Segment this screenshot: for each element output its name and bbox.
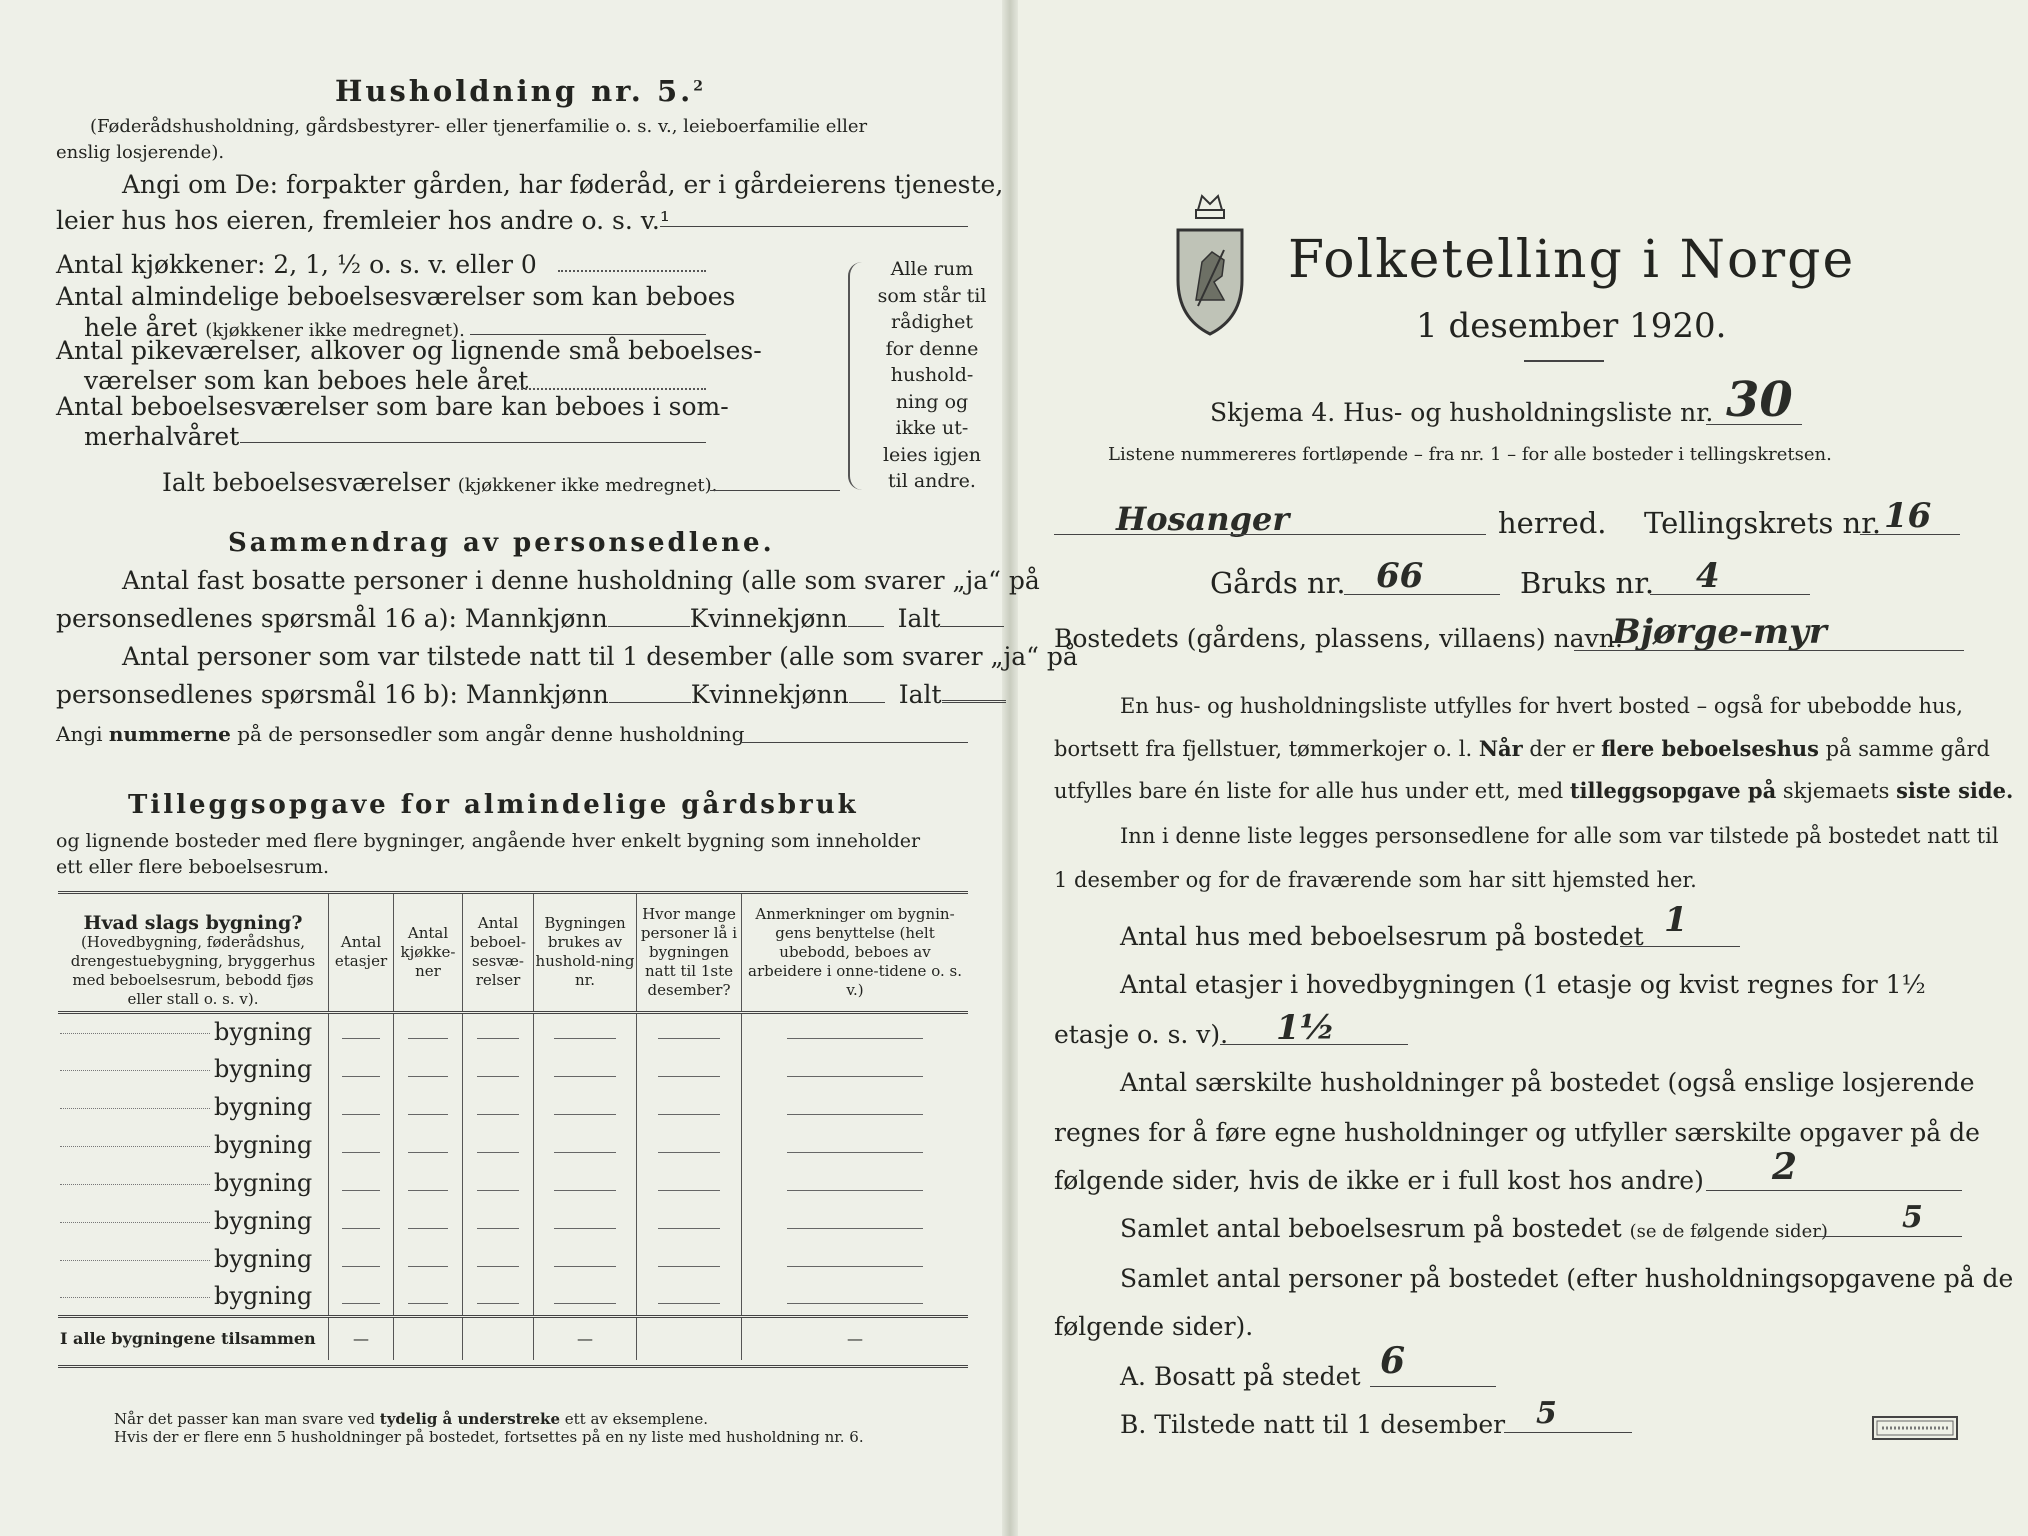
summary-1b: personsedlenes spørsmål 16 a): Mannkjønn Kvinnekjønn Ialt xyxy=(56,604,1004,633)
etasjer-q1: Antal etasjer i hovedbygningen (1 etasje og kvist regnes for 1½ xyxy=(1120,970,1926,999)
paren-note-2: enslig losjerende). xyxy=(56,142,225,163)
total-col4: — xyxy=(534,1316,637,1360)
side-note: Alle rum som står til rådighet for denne hushold- ning og ikke ut- leies igjen til andre. xyxy=(877,258,987,492)
table-row xyxy=(58,1164,968,1202)
para2-line2: 1 desember og for de fraværende som har sitt hjemsted her. xyxy=(1054,868,1697,892)
kitchen-dots xyxy=(558,270,706,272)
table-total-row xyxy=(58,1316,968,1360)
main-title: Folketelling i Norge xyxy=(1288,230,1856,290)
row-label: bygning xyxy=(214,1245,313,1273)
samlet-pers-1: Samlet antal personer på bostedet (efter husholdningsopgavene på de xyxy=(1120,1264,2014,1293)
sarskilte-1: Antal særskilte husholdninger på bostedet (også enslige losjerende xyxy=(1120,1068,1975,1097)
total-label: I alle bygningene tilsammen xyxy=(58,1316,329,1360)
angi-line-2: leier hus hos eieren, fremleier hos andre o. s. v.¹ xyxy=(56,206,670,235)
col6-header: Anmerkninger om bygnin-gens benyttelse (helt ubebodd, beboes av arbeidere i onne-tidene o. s. v.) xyxy=(748,904,962,999)
table-header-row xyxy=(58,892,968,1012)
tellingskrets-label: Tellingskrets nr. xyxy=(1644,506,1882,540)
col2-header: Antal kjøkke-ner xyxy=(400,923,456,980)
hus-question: Antal hus med beboelsesrum på bostedet xyxy=(1120,922,1644,951)
census-date: 1 desember 1920. xyxy=(1416,306,1727,346)
herred-line xyxy=(1054,534,1486,535)
tillegg-sub-1: og lignende bosteder med flere bygninger, angående hver enkelt bygning som inneholder xyxy=(56,830,921,852)
rooms-total-line xyxy=(710,490,840,491)
samlet-rum-answer: 5 xyxy=(1902,1200,1923,1235)
sarskilte-3: følgende sider, hvis de ikke er i full kost hos andre) xyxy=(1054,1166,1704,1195)
tillegg-title: Tilleggsopgave for almindelige gårdsbruk xyxy=(128,790,859,820)
title-rule xyxy=(1524,360,1604,362)
col3-header: Antal beboel-sesvæ-relser xyxy=(470,914,526,989)
sarskilte-2: regnes for å føre egne husholdninger og utfyller særskilte opgaver på de xyxy=(1054,1118,1980,1147)
gards-number: 66 xyxy=(1376,556,1424,596)
total-col1: — xyxy=(329,1316,394,1360)
bosted-underline xyxy=(1574,650,1964,651)
bosatt-line xyxy=(1370,1386,1496,1387)
footnote-1: Når det passer kan man svare ved tydelig å understreke ett av eksemplene. xyxy=(114,1410,709,1428)
angi-nummer: Angi nummerne på de personsedler som angår denne husholdning xyxy=(56,722,745,746)
para2-line1: Inn i denne liste legges personsedlene for alle som var tilstede på bostedet natt til xyxy=(1120,824,1999,848)
col5-header: Hvor mange personer lå i bygningen natt til 1ste desember? xyxy=(640,904,738,999)
table-row xyxy=(58,1088,968,1126)
bosatt-answer: 6 xyxy=(1380,1340,1406,1382)
samlet-rum: Samlet antal beboelsesrum på bostedet (se de følgende sider) xyxy=(1120,1214,1828,1243)
building-table xyxy=(58,884,968,1368)
etasjer-q2: etasje o. s. v). xyxy=(1054,1020,1229,1049)
para1-line3: utfylles bare én liste for alle hus under ett, med tilleggsopgave på skjemaets siste side. xyxy=(1054,778,2014,803)
paren-note-1: (Føderådshusholdning, gårdsbestyrer- eller tjenerfamilie o. s. v., leieboerfamilie eller xyxy=(90,116,868,137)
etasjer-line xyxy=(1220,1044,1408,1045)
herred-name: Hosanger xyxy=(1116,500,1290,538)
table-row xyxy=(58,1240,968,1278)
rooms-q2-b: værelser som kan beboes hele året xyxy=(84,366,529,395)
kitchen-question: Antal kjøkkener: 2, 1, ½ o. s. v. eller 0 xyxy=(56,250,537,279)
hus-line xyxy=(1620,946,1740,947)
rooms-q3-line xyxy=(240,442,706,443)
rooms-q1-line xyxy=(470,334,706,335)
tillegg-sub-2: ett eller flere beboelsesrum. xyxy=(56,856,330,878)
table-row xyxy=(58,1278,968,1316)
rooms-q2-a: Antal pikeværelser, alkover og lignende små beboelses- xyxy=(56,336,762,365)
page-fold xyxy=(1002,0,1018,1536)
bosted-name: Bjørge-myr xyxy=(1612,612,1827,652)
hus-answer: 1 xyxy=(1664,900,1688,940)
row-label: bygning xyxy=(214,1093,313,1121)
table-row xyxy=(58,1050,968,1088)
skjema-label: Skjema 4. Hus- og husholdningsliste nr. xyxy=(1210,398,1714,427)
row-label: bygning xyxy=(214,1017,313,1046)
rooms-q1-a: Antal almindelige beboelsesværelser som kan beboes xyxy=(56,282,736,311)
col1-header: Antal etasjer xyxy=(334,933,388,970)
skjema-line xyxy=(1706,424,1802,425)
para1-line2: bortsett fra fjellstuer, tømmerkojer o. l. Når der er flere beboelseshus på samme gård xyxy=(1054,736,1990,761)
bruks-number: 4 xyxy=(1696,556,1720,596)
row-label: bygning xyxy=(214,1131,313,1159)
sarskilte-answer: 2 xyxy=(1772,1146,1798,1188)
summary-2b: personsedlenes spørsmål 16 b): Mannkjønn Kvinnekjønn Ialt xyxy=(56,680,1006,709)
sarskilte-line xyxy=(1706,1190,1962,1191)
tilstede-answer: 5 xyxy=(1536,1396,1557,1431)
summary-title: Sammendrag av personsedlene. xyxy=(228,528,775,558)
household-title: Husholdning nr. 5.$^2$ xyxy=(335,74,707,108)
summary-2a: Antal personer som var tilstede natt til 1 desember (alle som svarer „ja“ på xyxy=(122,642,1078,671)
col0-title: Hvad slags bygning? xyxy=(83,911,303,934)
bosted-label: Bostedets (gårdens, plassens, villaens) navn: xyxy=(1054,624,1624,653)
rooms-q1-b: hele året (kjøkkener ikke medregnet). xyxy=(84,313,465,342)
tilstede-line xyxy=(1504,1432,1632,1433)
row-label: bygning xyxy=(214,1055,313,1083)
samlet-rum-line xyxy=(1816,1236,1962,1237)
angi-nummer-line xyxy=(742,742,968,743)
col4-header: Bygningen brukes av hushold-ning nr. xyxy=(535,914,635,989)
herred-label: herred. xyxy=(1498,506,1607,540)
col0-sub: (Hovedbygning, føderådshus, drengestuebygning, bryggerhus med beboelsesrum, bebodd fjøs eller stall o. s. v). xyxy=(70,932,316,1008)
table-row xyxy=(58,1126,968,1164)
coat-of-arms-icon xyxy=(1168,190,1252,340)
tellingskrets-line xyxy=(1860,534,1960,535)
gards-label: Gårds nr. xyxy=(1210,566,1346,600)
footnote-2: Hvis der er flere enn 5 husholdninger på bostedet, fortsettes på en ny liste med husholdning nr. 6. xyxy=(114,1428,864,1446)
table-row xyxy=(58,1202,968,1240)
rooms-bracket xyxy=(848,262,862,490)
printer-stamp-icon xyxy=(1872,1416,1958,1440)
rooms-q3-b: merhalvåret xyxy=(84,422,240,451)
samlet-pers-2: følgende sider). xyxy=(1054,1312,1254,1341)
rooms-q3-a: Antal beboelsesværelser som bare kan beboes i som- xyxy=(56,392,729,421)
skjema-number: 30 xyxy=(1726,372,1793,428)
row-label: bygning xyxy=(214,1282,313,1311)
bruks-label: Bruks nr. xyxy=(1520,566,1655,600)
bruks-line xyxy=(1650,594,1810,595)
gards-line xyxy=(1344,594,1500,595)
bosatt-label: A. Bosatt på stedet xyxy=(1120,1362,1361,1391)
listene-note: Listene nummereres fortløpende – fra nr. 1 – for alle bosteder i tellingskretsen. xyxy=(1108,444,1832,465)
row-label: bygning xyxy=(214,1207,313,1235)
tilstede-label: B. Tilstede natt til 1 desember xyxy=(1120,1410,1506,1439)
angi-line-1: Angi om De: forpakter gården, har føderåd, er i gårdeierens tjeneste, xyxy=(122,170,1004,199)
rooms-total: Ialt beboelsesværelser (kjøkkener ikke medregnet). xyxy=(162,468,718,497)
angi-answer-line xyxy=(660,226,968,227)
total-col6: — xyxy=(742,1316,969,1360)
row-label: bygning xyxy=(214,1169,313,1197)
tellingskrets-number: 16 xyxy=(1884,496,1932,536)
para1-line1: En hus- og husholdningsliste utfylles for hvert bosted – også for ubebodde hus, xyxy=(1120,694,1963,718)
table-row xyxy=(58,1012,968,1050)
rooms-q2-dots xyxy=(510,388,706,390)
summary-1a: Antal fast bosatte personer i denne husholdning (alle som svarer „ja“ på xyxy=(122,566,1040,595)
etasjer-answer: 1½ xyxy=(1276,1008,1336,1048)
